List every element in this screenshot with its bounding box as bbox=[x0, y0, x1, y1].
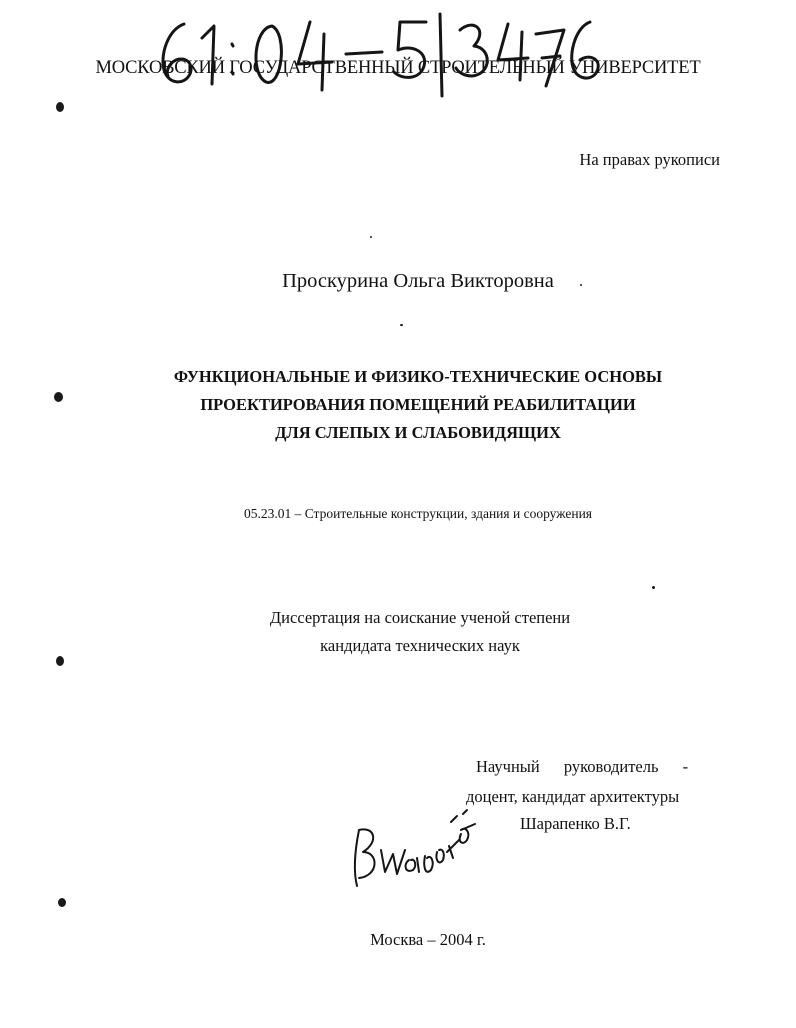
title-line-3: ДЛЯ СЛЕПЫХ И СЛАБОВИДЯЩИХ bbox=[275, 423, 561, 442]
supervisor-role: Научный руководитель - bbox=[476, 757, 689, 776]
university-name: МОСКОВСКИЙ ГОСУДАРСТВЕННЫЙ СТРОИТЕЛЬНЫЙ УНИВЕРСИТЕТ bbox=[95, 58, 701, 78]
scan-speck bbox=[652, 586, 655, 589]
scan-speck bbox=[400, 324, 403, 326]
degree-line-2: кандидата технических наук bbox=[320, 636, 520, 655]
degree-line-1: Диссертация на соискание ученой степени bbox=[269, 608, 571, 627]
title-line-2: ПРОЕКТИРОВАНИЯ ПОМЕЩЕНИЙ РЕАБИЛИТАЦИИ bbox=[200, 395, 636, 414]
scan-speck bbox=[370, 236, 372, 238]
author-name: Проскурина Ольга Викторовна bbox=[282, 270, 554, 292]
city-year: Москва – 2004 г. bbox=[370, 930, 486, 949]
scan-speck bbox=[56, 656, 64, 666]
degree-statement bbox=[0, 604, 796, 660]
supervisor-name: Шарапенко В.Г. bbox=[520, 814, 631, 833]
title-line-1: ФУНКЦИОНАЛЬНЫЕ И ФИЗИКО-ТЕХНИЧЕСКИЕ ОСНОВЫ bbox=[173, 367, 663, 386]
supervisor-signature bbox=[345, 800, 485, 895]
scan-speck bbox=[56, 102, 64, 112]
rights-note: На правах рукописи bbox=[579, 150, 720, 169]
supervisor-position: доцент, кандидат архитектуры bbox=[466, 787, 680, 806]
specialty-code: 05.23.01 – Строительные конструкции, здания и сооружения bbox=[243, 506, 593, 521]
scan-speck bbox=[58, 898, 66, 907]
scan-speck bbox=[54, 392, 63, 402]
dissertation-title bbox=[0, 363, 796, 447]
scan-speck bbox=[580, 284, 582, 286]
handwritten-catalog-number bbox=[150, 4, 620, 100]
